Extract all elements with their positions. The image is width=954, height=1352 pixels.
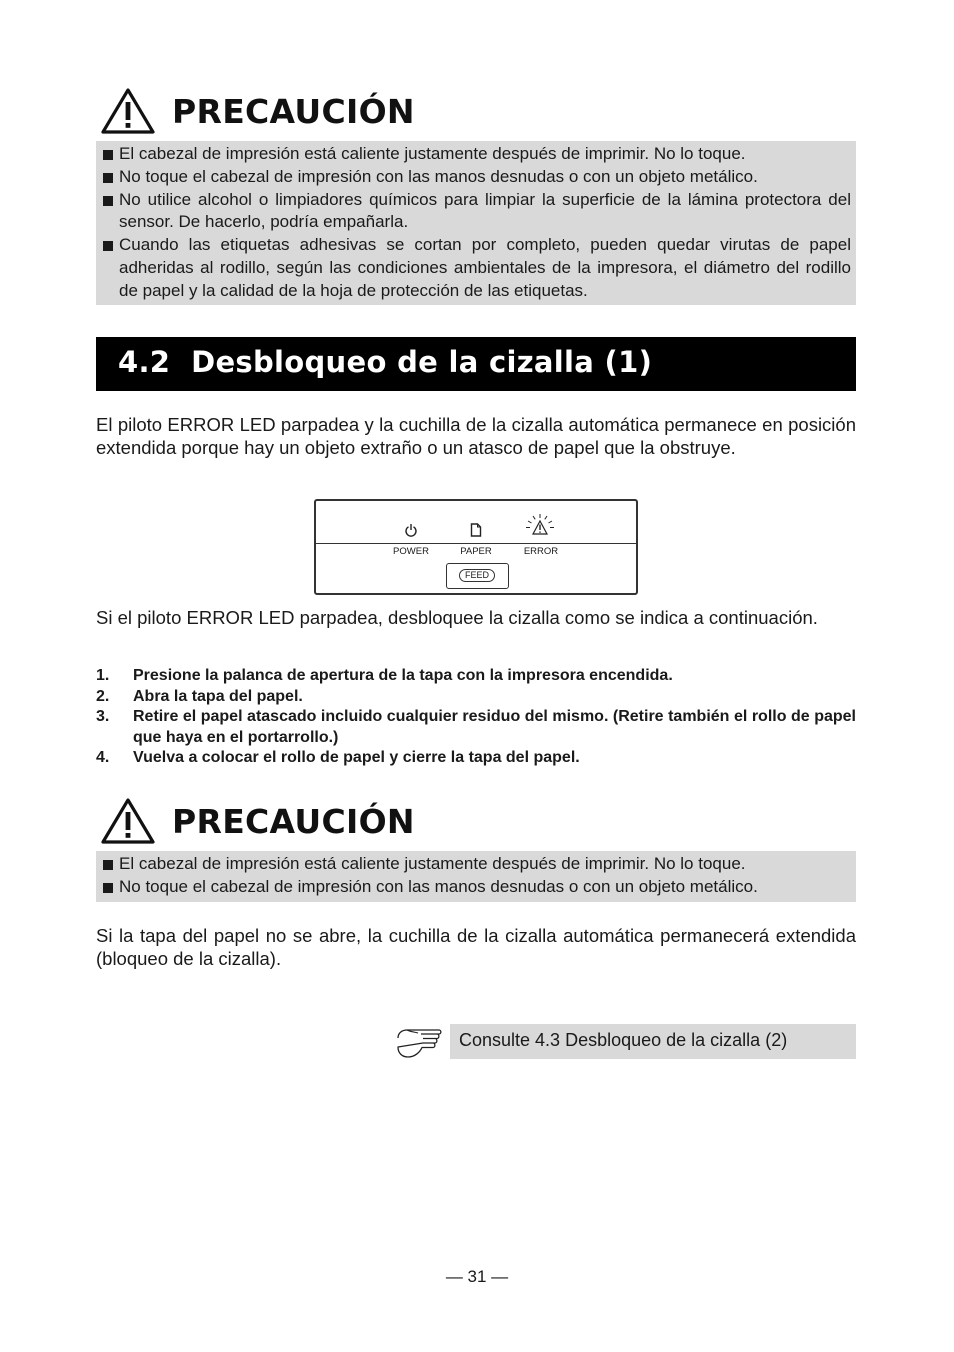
caution-title: PRECAUCIÓN [172,801,415,841]
steps-list [96,666,856,769]
power-icon [404,523,418,537]
instruction-paragraph: Si el piloto ERROR LED parpadea, desbloquee la cizalla como se indica a continuación. [96,607,818,628]
caution-item: No toque el cabezal de impresión con las manos desnudas o con un objeto metálico. [102,876,851,899]
paper-icon [470,523,482,537]
paper-label: PAPER [460,546,492,557]
error-warning-blinking-icon [522,513,558,539]
panel-divider [316,543,636,544]
step-item [96,707,856,748]
section-header [96,337,856,391]
power-label: POWER [393,546,429,557]
step-number: 4. [96,749,110,766]
caution-item: El cabezal de impresión está caliente justamente después de imprimir. No lo toque. [102,143,851,166]
feed-label: FEED [459,569,495,582]
step-item [96,687,856,708]
feed-button[interactable] [446,563,509,589]
caution-box-2 [96,851,856,902]
warning-triangle-icon [100,797,156,845]
caution-header-1 [100,87,415,135]
printer-control-panel [314,499,638,595]
caution-header-2 [100,797,415,845]
caution-box-1 [96,141,856,305]
step-text: Vuelva a colocar el rollo de papel y cierre la tapa del papel. [133,749,580,766]
step-number: 2. [96,687,110,705]
reference-link[interactable]: Consulte 4.3 Desbloqueo de la cizalla (2) [450,1024,856,1059]
warning-triangle-icon [100,87,156,135]
error-label: ERROR [523,546,559,557]
page-number: — 31 — [445,1267,509,1286]
step-text: Retire el papel atascado incluido cualquier residuo del mismo. (Retire también el rollo de papel que haya en el portarrollo.) [133,708,856,746]
step-text: Abra la tapa del papel. [133,687,303,705]
pointing-hand-icon [393,1024,445,1060]
step-text: Presione la palanca de apertura de la tapa con la impresora encendida. [133,667,673,684]
step-item [96,666,856,687]
step-item [96,748,856,769]
caution-item: No utilice alcohol o limpiadores químicos para limpiar la superficie de la lámina protectora del sensor. De hacerlo, podría empañarla. [102,189,851,235]
caution-title: PRECAUCIÓN [172,91,415,131]
caution-item: El cabezal de impresión está caliente justamente después de imprimir. No lo toque. [102,853,851,876]
note-paragraph: Si la tapa del papel no se abre, la cuchilla de la cizalla automática permanecerá extendida (bloqueo de la cizalla). [96,925,856,969]
section-title: 4.2 Desbloqueo de la cizalla (1) [118,345,653,379]
step-number: 1. [96,667,110,684]
step-number: 3. [96,708,110,725]
intro-paragraph: El piloto ERROR LED parpadea y la cuchilla de la cizalla automática permanece en posición extendida porque hay un objeto extraño o un atasco de papel que la obstruye. [96,414,856,458]
caution-item: No toque el cabezal de impresión con las manos desnudas o con un objeto metálico. [102,166,851,189]
caution-item: Cuando las etiquetas adhesivas se cortan por completo, pueden quedar virutas de papel adheridas al rodillo, según las condiciones ambientales de la impresora, el diámetro del rodillo de papel y la calidad de la hoja de protección de las etiquetas. [102,234,851,302]
